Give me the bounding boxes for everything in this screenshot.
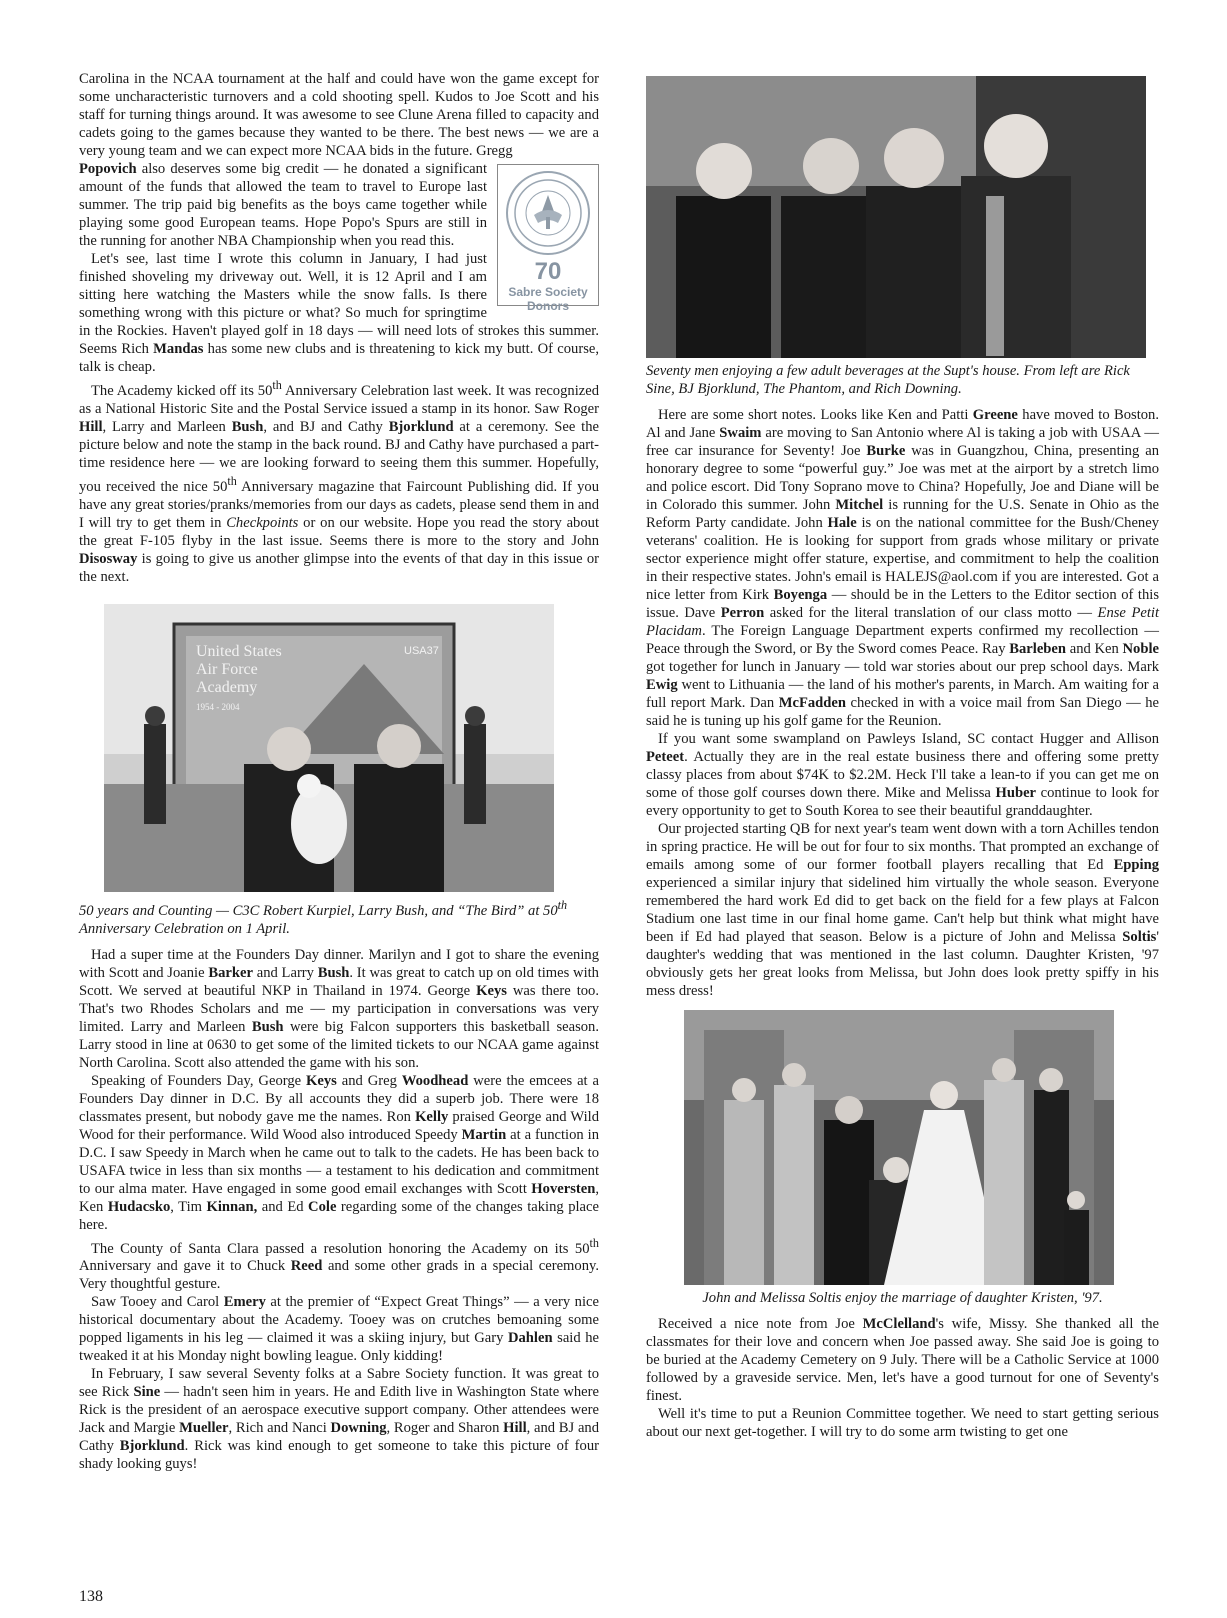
photo-caption: John and Melissa Soltis enjoy the marriage of daughter Kristen, '97.: [702, 1290, 1103, 1306]
wedding-photo: [684, 1010, 1114, 1285]
stamp-price: USA37: [404, 644, 439, 657]
stamp-text-1: United States: [196, 642, 282, 660]
paragraph: Received a nice note from Joe McClelland's wife, Missy. She thanked all the classmates for their love and concern when Joe passed away. She said Joe is going to be buried at the Academy Cemetery on 9 July. There will be a Catholic Service at 1000 followed by a graveside service. Men, let's have a good turnout for one of Seventy's finest.: [646, 1316, 1159, 1404]
paragraph: Here are some short notes. Looks like Ken and Patti Greene have moved to Boston. Al and Jane Swaim are moving to San Antonio where Al is taking a job with USAA — free car insurance for Seventy! Joe Burke was in Guangzhou, China, presenting an honorary degree to some “powerful guy.” Joe was met at the airport by a stretch limo and police escort. Did Tony Soprano move to China? Hopefully, Joe and Diane will be in Colorado this summer. John Mitchel is running for the U.S. Senate in Ohio as the Reform Party candidate. John Hale is on the national committee for the Bush/Cheney veterans' coalition. He is looking for support from grads whose military or private sector experience might offer stature, expertise, and commitment to help the coalition in their respective states. John's email is HALEJS@aol.com if you are interested. Got a nice letter from Kirk Boyenga — should be in the Letters to the Editor section of this issue. Dave Perron asked for the literal translation of our class motto — Ense Petit Placidam. The Foreign Language Department experts confirmed my recollection — Peace through the Sword, or By the Sword comes Peace. Ray Barleben and Ken Noble got together for lunch in January — told war stories about our prep school days. Mark Ewig went to Lithuania — the land of his mother's parents, in March. Am waiting for a full report Mark. Dan McFadden checked in with a voice mail from San Diego — he said he is tuning up his golf game for the Reunion.: [646, 407, 1159, 729]
donor-count: 70: [534, 258, 562, 285]
right-column: [646, 70, 1159, 1441]
paragraph: Saw Tooey and Carol Emery at the premier of “Expect Great Things” — a very nice historical documentary about the Academy. Tooey was on crutches bemoaning some popped ligaments in his leg — claimed it was a skiing injury, but Gary Dahlen said he tweaked it at his Monday night bowling league. Only kidding!: [79, 1294, 599, 1365]
photo-caption: Seventy men enjoying a few adult beverages at the Supt's house. From left are Rick Sine, BJ Bjorklund, The Phantom, and Rich Downing.: [646, 363, 1130, 397]
stamp-text-2: Air Force: [196, 660, 258, 678]
sabre-society-seal-icon: [506, 171, 590, 255]
paragraph: Had a super time at the Founders Day dinner. Marilyn and I got to share the evening with Scott and Joanie Barker and Larry Bush. It was great to catch up on old times with Scott. We served at beautiful NKP in Thailand in 1974. George Keys was there too. That's two Rhodes Scholars and me — my participation in conversations was very limited. Larry and Marleen Bush were big Falcon supporters this basketball season. Larry stood in line at 0630 to get some of the limited tickets to our NCAA game against North Carolina. Scott also attended the game with his son.: [79, 946, 600, 1071]
paragraph: If you want some swampland on Pawleys Island, SC contact Hugger and Allison Peteet. Actually they are in the real estate business there and offering some pretty classy places from about $74K to $2.2M. Heck I'll take a lean-to if you can get me on some of those golf courses down there. Mike and Melissa Huber continue to look for every opportunity to get to South Korea to see their beautiful granddaughter.: [646, 731, 1159, 819]
paragraph: Speaking of Founders Day, George Keys and Greg Woodhead were the emcees at a Founders Day dinner in D.C. By all accounts they did a superb job. There were 18 classmates present, but nobody gave me the names. Ron Kelly praised George and Wild Wood for their performance. Wild Wood also introduced Speedy Martin at a function in D.C. I saw Speedy in March when he came out to talk to the cadets. He has been back to USAFA twice in less than six months — a testament to his dedication and commitment to our alma mater. Have engaged in some good email exchanges with Scott Hoversten, Ken Hudacsko, Tim Kinnan, and Ed Cole regarding some of the changes taking place here.: [79, 1072, 599, 1233]
paragraph: The County of Santa Clara passed a resolution honoring the Academy on its 50th Anniversary and gave it to Chuck Reed and some other grads in a special ceremony. Very thoughtful gesture.: [79, 1235, 599, 1293]
paragraph: Well it's time to put a Reunion Committee together. We need to start getting serious about our next get-together. I will try to do some arm twisting to get one: [646, 1406, 1159, 1440]
sabre-society-badge: [497, 164, 599, 313]
stamp-years: 1954 - 2004: [196, 701, 240, 712]
anniversary-photo: [104, 604, 554, 892]
paragraph: In February, I saw several Seventy folks at a Sabre Society function. It was great to see Rick Sine — hadn't seen him in years. He and Edith live in Washington State where Rick is the president of an aerospace executive support company. Other attendees were Jack and Margie Mueller, Rich and Nanci Downing, Roger and Sharon Hill, and BJ and Cathy Bjorklund. Rick was kind enough to get someone to take this picture of four shady looking guys!: [79, 1366, 600, 1473]
left-column: Carolina in the NCAA tournament at the half and could have won the game except for some uncharacteristic turnovers and a cold shooting spell. Kudos to Joe Scott and his staff for turning things around. It was awesome to see Clune Arena filled to capacity and cadets going to the games because they wanted to be there. The best news — we are a very young team and we can expect more NCAA bids in the future. Gregg 70 Sabre Society Donors Popovich also deserves some big credit — he donated a significant amount of the funds that allowed the team to travel to Europe last summer. The trip paid big benefits as the boys came together while playing some good European teams. Hope Popo's Spurs are still in the running for another NBA Championship when you read this. Let's see, last time I wrote this column in January, I had just finished shoveling my driveway out. Well, it is 12 April and I am sitting here watching the Masters while the snow falls. Is there something wrong with this picture or what? So much for springtime in the Rockies. Haven't played golf in 18 days — will need lots of strokes this summer. Seems Rich Mandas has some new clubs and is threatening to kick my butt. Of course, talk is cheap. The Academy kicked off its 50th Anniversary Celebration last week. It was recognized as a National Historic Site and the Postal Service issued a stamp in its honor. Saw Roger Hill, Larry and Marleen Bush, and BJ and Cathy Bjorklund at a ceremony. See the picture below and note the stamp in the back round. BJ and Cathy have purchased a part-time residence here — we are looking forward to seeing them this summer. Hopefully, you received the nice 50th Anniversary magazine that Faircount Publishing did. If you have any great stories/pranks/memories from our days as cadets, please send them in and I will try to get them in Checkpoints or on our website. Hope you read the story about the great F-105 flyby in the last issue. Seems there is more to the story and John Disosway is going to give us another glimpse into the events of that day in this issue or the next. United States Air Force Academy 1954 - 2004 USA37 50 years and Counting — C3C Robert Kurpiel, Larry Bush, and “The Bird” at 50th Anniversary Celebration on 1 April. Had a super time at the Founders Day dinner. Marilyn and I got to share the evening with Scott and Joanie Barker and Larry Bush. It was great to catch up on old times with Scott. We served at beautiful NKP in Thailand in 1974. George Keys was there too. That's two Rhodes Scholars and me — my participation in conversations was very limited. Larry and Marleen Bush were big Falcon supporters this basketball season. Larry stood in line at 0630 to get some of the limited tickets to our NCAA game against North Carolina. Scott also attended the game with his son. Speaking of Founders Day, George Keys and Greg Woodhead were the emcees at a Founders Day dinner in D.C. By all accounts they did a superb job. There were 18 classmates present, but nobody gave me the names. Ron Kelly praised George and Wild Wood for their performance. Wild Wood also introduced Speedy Martin at a function in D.C. I saw Speedy in March when he came out to talk to the cadets. He has been back to USAFA twice in less than six months — a testament to his dedication and commitment to our alma mater. Have engaged in some good email exchanges with Scott Hoversten, Ken Hudacsko, Tim Kinnan, and Ed Cole regarding some of the changes taking place here. The County of Santa Clara passed a resolution honoring the Academy on its 50th Anniversary and gave it to Chuck Reed and some other grads in a special ceremony. Very thoughtful gesture. Saw Tooey and Carol Emery at the premier of “Expect Great Things” — a very nice historical documentary about the Academy. Tooey was on crutches bemoaning some popped ligaments in his leg — claimed it was a skiing injury, but Gary Dahlen said he tweaked it at his Monday night bowling league. Only kidding! In February, I saw several Seventy folks at a Sabre Society function. It was great to see Rick Sine — hadn't seen him in years. He and Edith live in Washington State where Rick is the president of an aerospace executive support company. Other attendees were Jack and Margie Mueller, Rich and Nanci Downing, Roger and Sharon Hill, and BJ and Cathy Bjorklund. Rick was kind enough to get someone to take this picture of four shady looking guys!: [79, 71, 600, 1473]
page-number: 138: [79, 1588, 103, 1605]
paragraph: Carolina in the NCAA tournament at the half and could have won the game except for some uncharacteristic turnovers and a cold shooting spell. Kudos to Joe Scott and his staff for turning things around. It was awesome to see Clune Arena filled to capacity and cadets going to the games because they wanted to be there. The best news — we are a very young team and we can expect more NCAA bids in the future. Gregg: [79, 71, 599, 159]
paragraph: The Academy kicked off its 50th Anniversary Celebration last week. It was recognized as a National Historic Site and the Postal Service issued a stamp in its honor. Saw Roger Hill, Larry and Marleen Bush, and BJ and Cathy Bjorklund at a ceremony. See the picture below and note the stamp in the back round. BJ and Cathy have purchased a part-time residence here — we are looking forward to seeing them this summer. Hopefully, you received the nice 50th Anniversary magazine that Faircount Publishing did. If you have any great stories/pranks/memories from our days as cadets, please send them in and I will try to get them in Checkpoints or on our website. Hope you read the story about the great F-105 flyby in the last issue. Seems there is more to the story and John Disosway is going to give us another glimpse into the events of that day in this issue or the next.: [79, 378, 600, 585]
four-men-photo: [646, 76, 1146, 358]
paragraph: Let's see, last time I wrote this column in January, I had just finished shoveling my driveway out. Well, it is 12 April and I am sitting here watching the Masters while the snow falls. Is there something wrong with this picture or what? So much for springtime in the Rockies. Haven't played golf in 18 days — will need lots of strokes this summer. Seems Rich Mandas has some new clubs and is threatening to kick my butt. Of course, talk is cheap.: [79, 251, 599, 375]
photo-caption: 50 years and Counting — C3C Robert Kurpiel, Larry Bush, and “The Bird” at 50th Anniversary Celebration on 1 April.: [79, 897, 568, 937]
badge-label-2: Donors: [527, 299, 569, 313]
paragraph: Our projected starting QB for next year's team went down with a torn Achilles tendon in spring practice. He will be out for four to six months. That prompted an exchange of emails among some of our former football players recalling that Ed Epping experienced a similar injury that sidelined him virtually the whole season. Everyone remembered the hard work Ed did to get back on the field for a few plays at Falcon Stadium one last time in our final home game. Can't help but think what might have been if Ed had played that season. Below is a picture of John and Melissa Soltis' daughter's wedding that was mentioned in the last column. Daughter Kristen, '97 obviously gets her great looks from Melissa, but John does look pretty spiffy in his mess dress!: [646, 821, 1159, 999]
badge-label-1: Sabre Society: [508, 285, 588, 299]
stamp-text-3: Academy: [196, 678, 258, 696]
